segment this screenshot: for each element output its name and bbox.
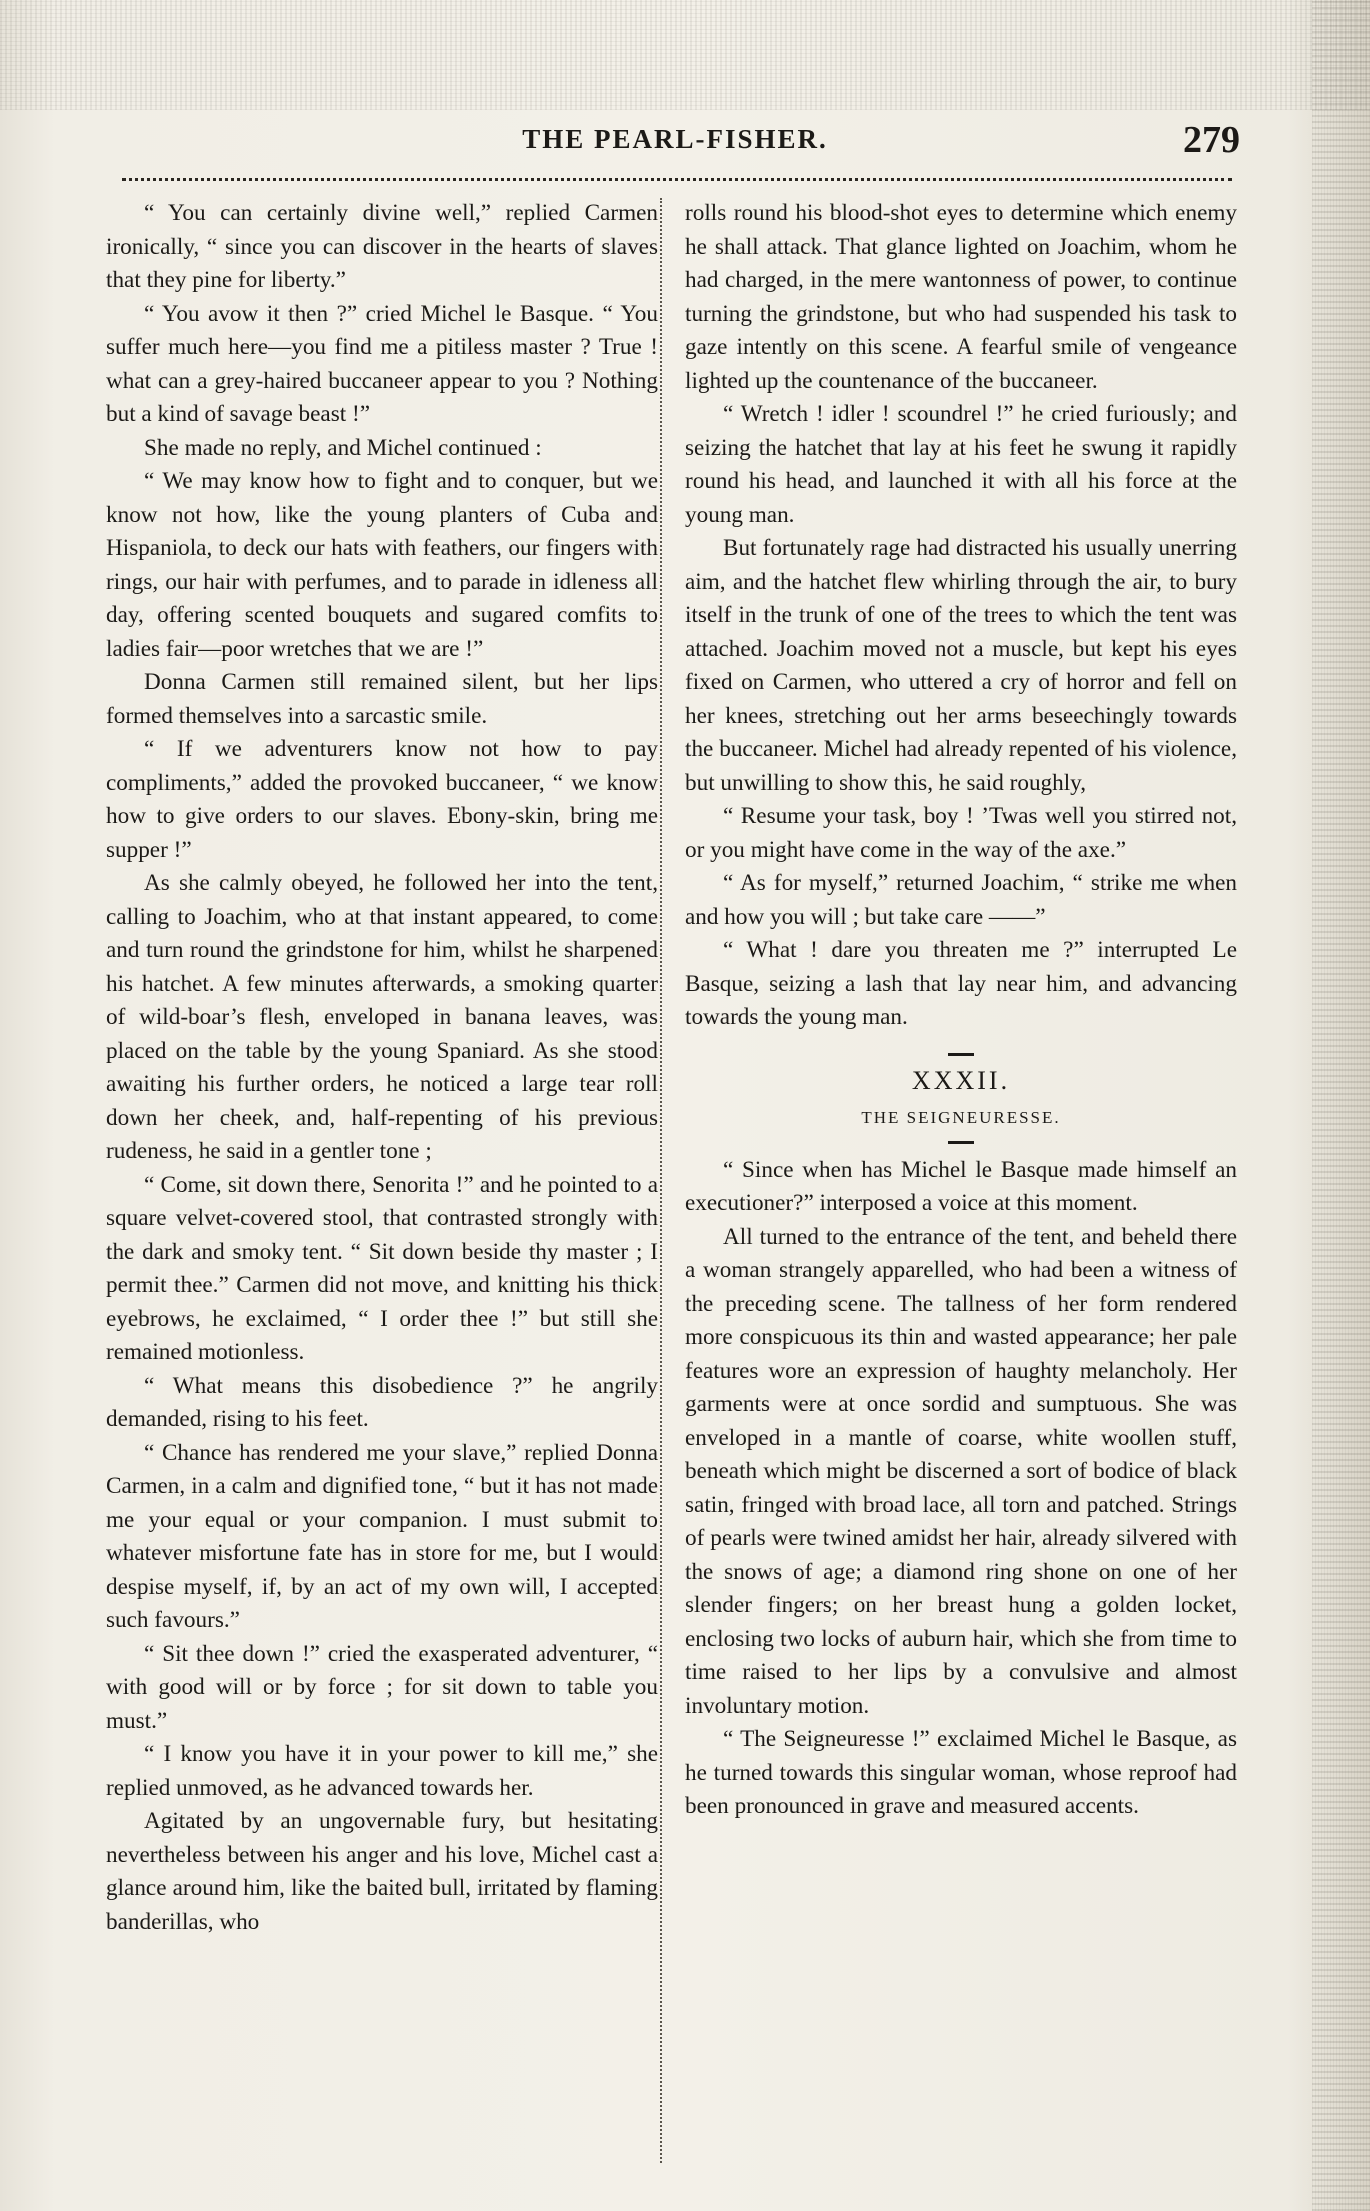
page-header bbox=[110, 118, 1240, 168]
paragraph: But fortunately rage had distracted his usually unerring aim, and the hatchet flew whirling through the air, to bury itself in the trunk of one of the trees to which the tent was attached. Joachim moved not a muscle, but kept his eyes fixed on Carmen, who uttered a cry of horror and fell on her knees, stretching out her arms beseechingly towards the buccaneer. Michel had already repented of his violence, but unwilling to show this, he said roughly, bbox=[685, 535, 1237, 796]
paragraph: Agitated by an ungovernable fury, but hesitating nevertheless between his anger and his love, Michel cast a glance around him, like the baited bull, irritated by flaming banderillas, who bbox=[106, 1808, 658, 1935]
header-rule bbox=[122, 178, 1232, 181]
chapter-rule-top bbox=[948, 1053, 974, 1056]
scan-noise-right-edge bbox=[1312, 0, 1370, 2211]
chapter-title: THE SEIGNEURESSE. bbox=[861, 1108, 1061, 1127]
chapter-number: XXXII. bbox=[911, 1065, 1011, 1095]
paragraph: “ As for myself,” returned Joachim, “ strike me when and how you will ; but take care ——” bbox=[685, 870, 1237, 930]
paragraph: “ You avow it then ?” cried Michel le Basque. “ You suffer much here—you find me a pitiless master ? True ! what can a grey-haired buccaneer appear to you ? Nothing but a kind of savage beast !” bbox=[106, 300, 658, 427]
paragraph: “ Sit thee down !” cried the exasperated adventurer, “ with good will or by force ; for sit down to table you must.” bbox=[106, 1640, 658, 1734]
running-title: THE PEARL-FISHER. bbox=[522, 124, 828, 154]
paragraph: “ Resume your task, boy ! ’Twas well you stirred not, or you might have come in the way of the axe.” bbox=[685, 803, 1237, 863]
paragraph: “ What means this disobedience ?” he angrily demanded, rising to his feet. bbox=[106, 1372, 658, 1432]
chapter-rule-bottom bbox=[948, 1141, 974, 1144]
paragraph: “ If we adventurers know not how to pay compliments,” added the provoked buccaneer, “ we know how to give orders to our slaves. Ebony-skin, bring me supper !” bbox=[106, 736, 658, 863]
paragraph: “ Since when has Michel le Basque made himself an executioner?” interposed a voice at this moment. bbox=[685, 1156, 1237, 1216]
paragraph: “ What ! dare you threaten me ?” interrupted Le Basque, seizing a lash that lay near him, and advancing towards the young man. bbox=[685, 937, 1237, 1030]
paragraph: As she calmly obeyed, he followed her into the tent, calling to Joachim, who at that instant appeared, to come and turn round the grindstone for him, whilst he sharpened his hatchet. A few minutes afterwards, a smoking quarter of wild-boar’s flesh, enveloped in banana leaves, was placed on the table by the young Spaniard. As she stood awaiting his further orders, he noticed a large tear roll down her cheek, and, half-repenting of his previous rudeness, he said in a gentler tone ; bbox=[106, 870, 658, 1164]
paragraph-continued: rolls round his blood-shot eyes to determine which enemy he shall attack. That glance lighted on Joachim, whom he had charged, in the mere wantonness of power, to continue turning the grindstone, but who had suspended his task to gaze intently on this scene. A fearful smile of vengeance lighted up the countenance of the buccaneer. bbox=[685, 200, 1237, 394]
paragraph: “ I know you have it in your power to kill me,” she replied unmoved, as he advanced towards her. bbox=[106, 1741, 658, 1801]
paragraph: “ Come, sit down there, Senorita !” and he pointed to a square velvet-covered stool, that contrasted strongly with the dark and smoky tent. “ Sit down beside thy master ; I permit thee.” Carmen did not move, and knitting his thick eyebrows, he exclaimed, “ I order thee !” but still she remained motionless. bbox=[106, 1171, 658, 1365]
column-divider bbox=[660, 198, 662, 2163]
scan-noise-top bbox=[0, 0, 1370, 110]
chapter-heading bbox=[685, 1053, 1237, 1144]
paragraph: Donna Carmen still remained silent, but her lips formed themselves into a sarcastic smile. bbox=[106, 669, 658, 729]
paragraph: “ The Seigneuresse !” exclaimed Michel le Basque, as he turned towards this singular woman, whose reproof had been pronounced in grave and measured accents. bbox=[685, 1726, 1237, 1819]
paragraph: “ Chance has rendered me your slave,” replied Donna Carmen, in a calm and dignified tone, “ but it has not made me your equal or your companion. I must submit to whatever misfortune fate has in store for me, but I would despise myself, if, by an act of my own will, I accepted such favours.” bbox=[106, 1439, 658, 1633]
page-number: 279 bbox=[1183, 119, 1240, 161]
paragraph: All turned to the entrance of the tent, and beheld there a woman strangely apparelled, who had been a witness of the preceding scene. The tallness of her form rendered more conspicuous its thin and wasted appearance; her pale features wore an expression of haughty melancholy. Her garments were at once sordid and sumptuous. She was enveloped in a mantle of coarse, white woollen stuff, beneath which might be discerned a sort of bodice of black satin, fringed with broad lace, all torn and patched. Strings of pearls were twined amidst her hair, already silvered with the snows of age; a diamond ring shone on one of her slender fingers; on her breast hung a golden locket, enclosing two locks of auburn hair, which she from time to time raised to her lips by a convulsive and almost involuntary motion. bbox=[685, 1223, 1237, 1719]
paragraph: “ You can certainly divine well,” replied Carmen ironically, “ since you can discover in the hearts of slaves that they pine for liberty.” bbox=[106, 200, 658, 293]
paragraph: “ Wretch ! idler ! scoundrel !” he cried furiously; and seizing the hatchet that lay at his feet he swung it rapidly round his head, and launched it with all his force at the young man. bbox=[685, 401, 1237, 528]
paragraph: “ We may know how to fight and to conquer, but we know not how, like the young planters of Cuba and Hispaniola, to deck our hats with feathers, our fingers with rings, our hair with perfumes, and to parade in idleness all day, offering scented bouquets and sugared comfits to ladies fair—poor wretches that we are !” bbox=[106, 468, 658, 662]
right-column bbox=[685, 197, 1237, 1824]
left-column bbox=[106, 197, 658, 1939]
paragraph: She made no reply, and Michel continued : bbox=[144, 434, 542, 461]
